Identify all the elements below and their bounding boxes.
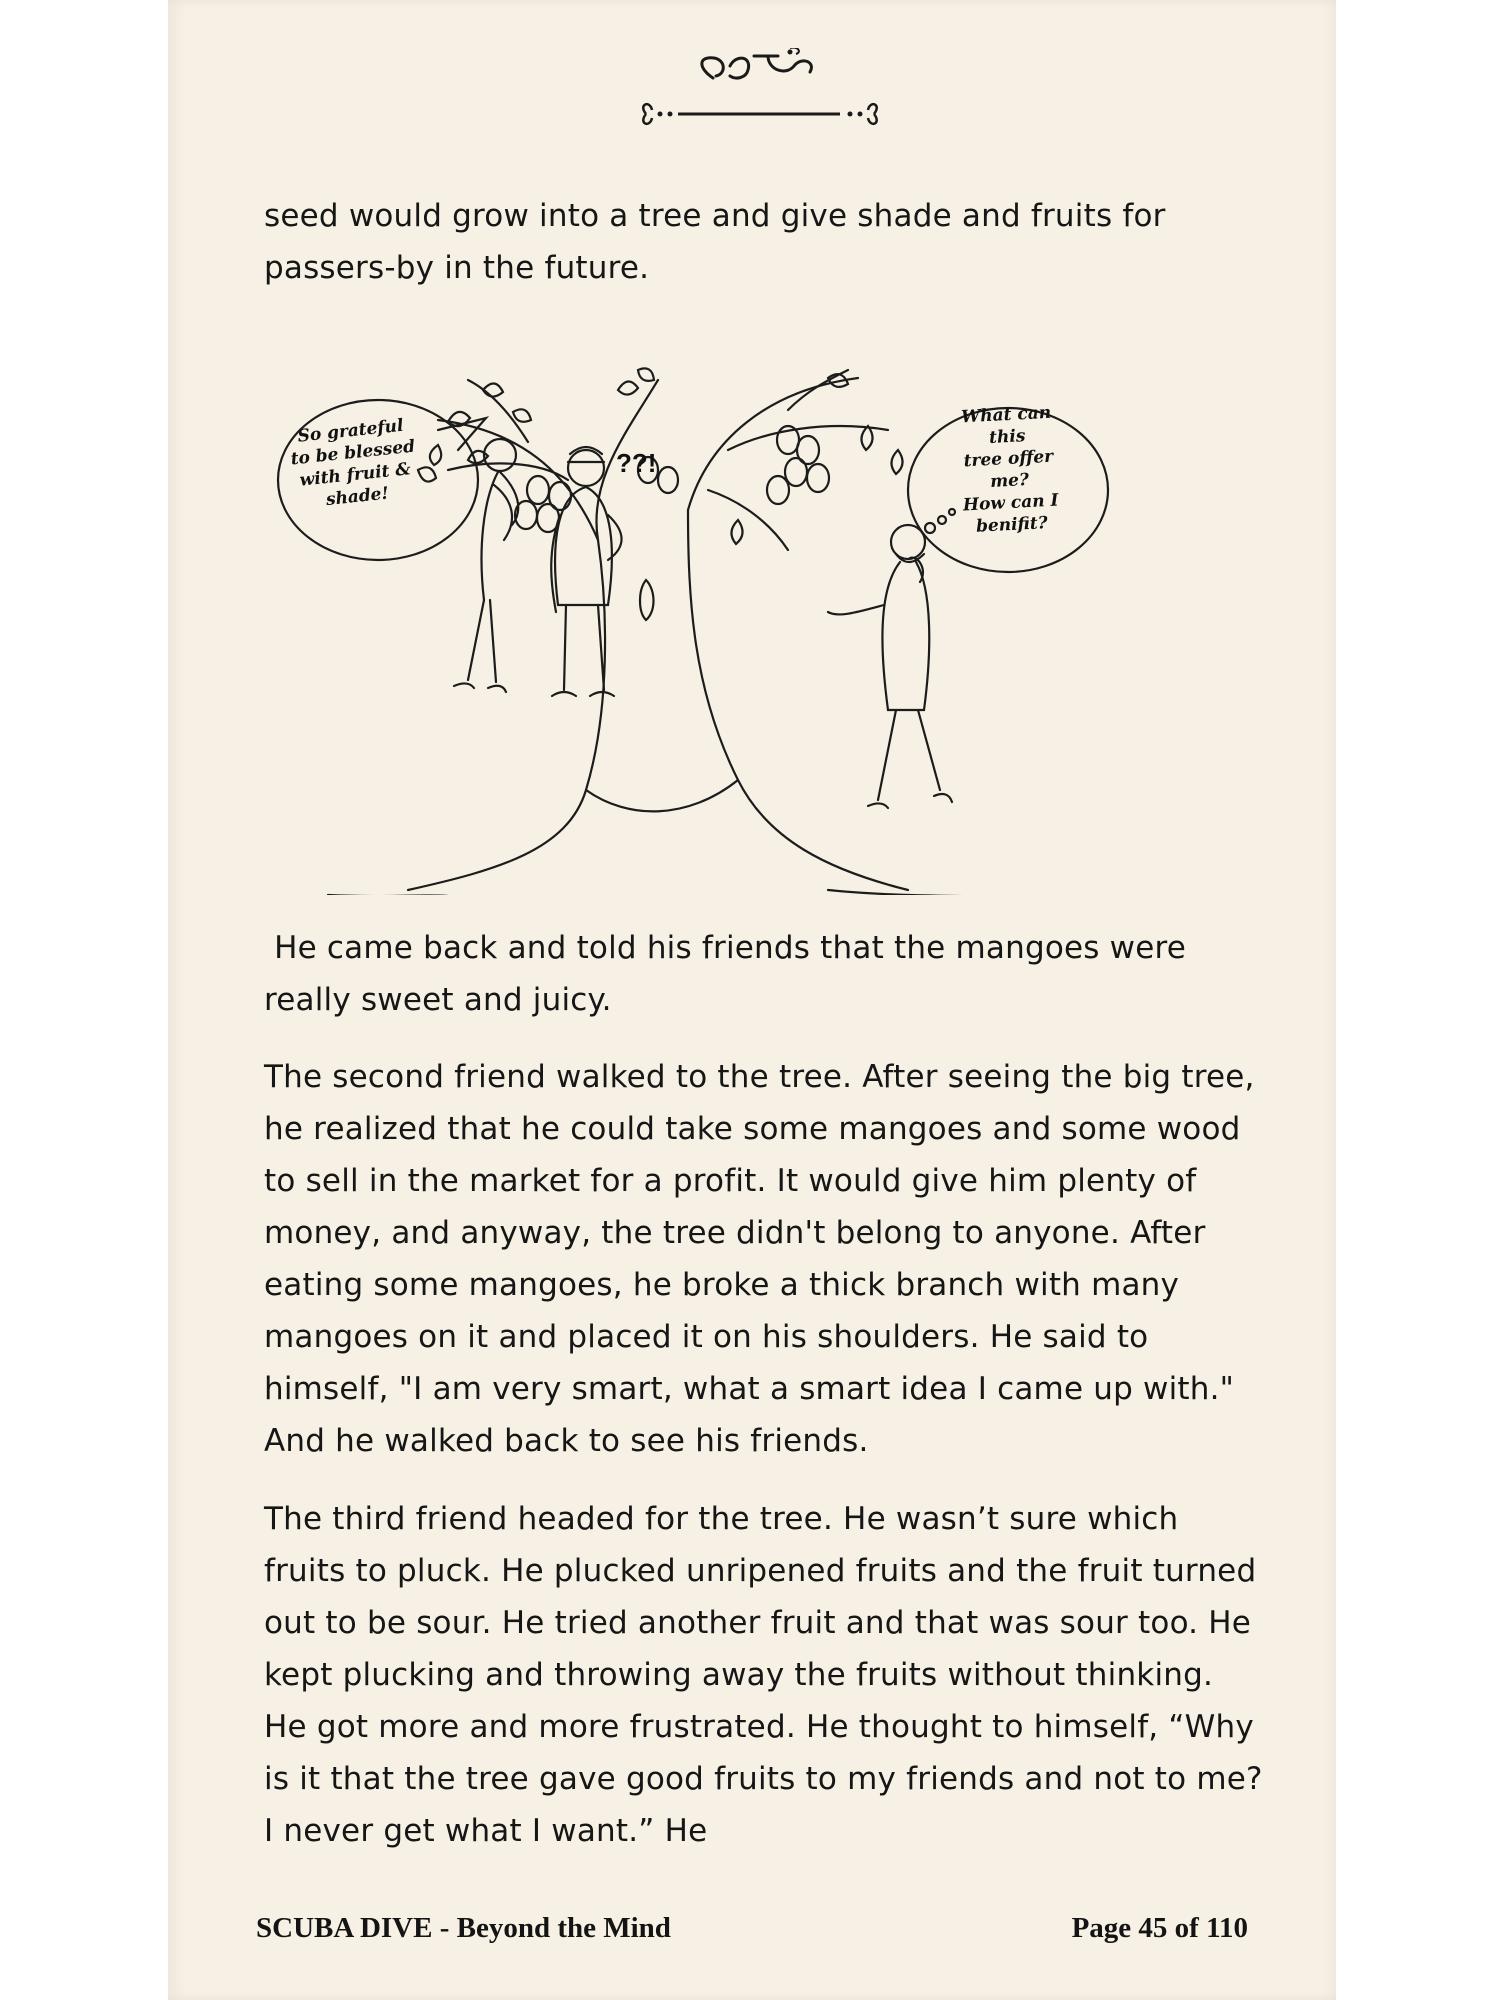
book-page [168, 0, 1336, 2000]
paragraph-text: He came back and told his friends that the mangoes were really sweet and juicy. [264, 930, 1197, 1018]
speech-bubble-grateful: So grateful to be blessed with fruit & shade! [289, 415, 416, 511]
paragraph-first-friend [264, 922, 1264, 1026]
paragraph-second-friend [264, 1051, 1264, 1467]
om-ornament-icon [618, 48, 908, 138]
paragraph-third-friend [264, 1493, 1264, 1857]
paragraph-text: The third friend headed for the tree. He wasn’t sure which fruits to pluck. He plucked unripened fruits and the fruit turned out to be sour. He tried another fruit and that was sour too. He kept plucking and throwing away the fruits without thinking. He got more and more frustrated. He thought to himself, “Why is it that the tree gave good fruits to my friends and not to me? I never get what I want.” He [264, 1501, 1263, 1849]
speech-bubble-thinking: What can this tree offer me? How can I benifit? [960, 402, 1059, 537]
paragraph-text: seed would grow into a tree and give shade and fruits for passers-by in the future. [264, 198, 1166, 286]
page-number-footer: Page 45 of 110 [1071, 1912, 1248, 1944]
confused-exclamation: ??! [616, 448, 657, 478]
book-title-footer: SCUBA DIVE - Beyond the Mind [256, 1912, 671, 1944]
paragraph-text: The second friend walked to the tree. After seeing the big tree, he realized that he could take some mangoes and some wood to sell in the market for a profit. It would give him plenty of money, and anyway, the tree didn't belong to anyone. After eating some mangoes, he broke a thick branch with many mangoes on it and placed it on his shoulders. He said to himself, "I am very smart, what a smart idea I came up with." And he walked back to see his friends. [264, 1059, 1255, 1459]
paragraph-continuation [264, 190, 1264, 294]
